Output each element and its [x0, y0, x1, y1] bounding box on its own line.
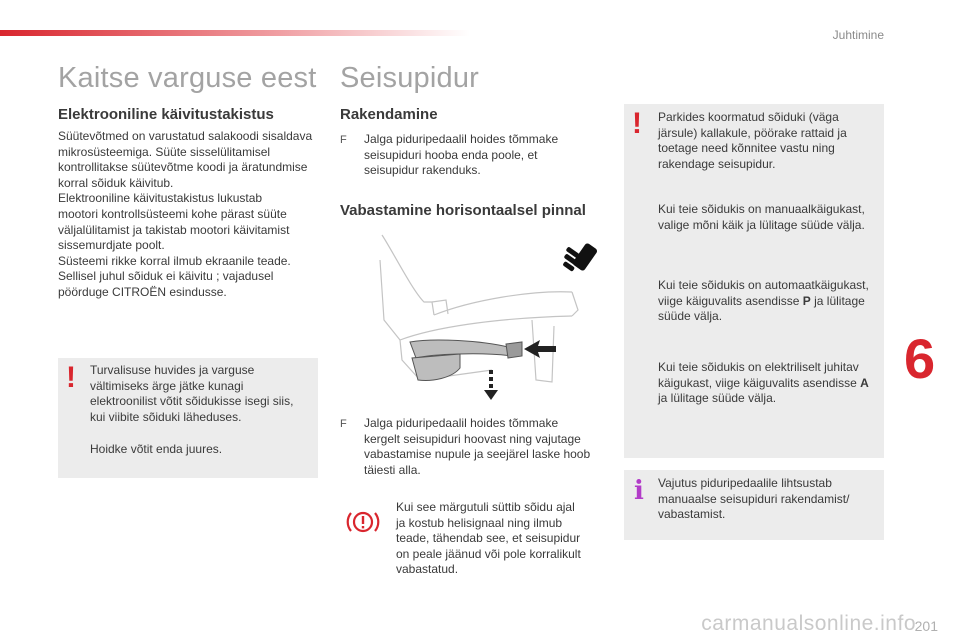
- subtitle-release: Vabastamine horisontaalsel pinnal: [340, 202, 586, 219]
- warning-box-key: [58, 358, 318, 478]
- electric-gearbox-text: Kui teie sõidukis on elektriliselt juhitav käigukast, viige käiguvalits asendisse A ja lülitage süüde välja.: [658, 360, 869, 406]
- warning-key-extra: Hoidke võtit enda juures.: [90, 442, 223, 456]
- subtitle-apply: Rakendamine: [340, 106, 438, 123]
- info-box: [624, 470, 884, 540]
- section-title: Juhtimine: [832, 28, 884, 42]
- header-accent-bar: [0, 30, 470, 36]
- info-text: Vajutus piduripedaalile lihtsustab manuaalse seisupiduri rakendamist/ vabastamist.: [658, 476, 850, 522]
- hand-pull-icon: [560, 240, 598, 274]
- parking-slope-text: Parkides koormatud sõiduki (väga järsule) kallakule, pöörake rattaid ja toetage need kõnnitee vastu ning rakendage seisupidur.: [658, 110, 847, 171]
- chapter-number: 6: [904, 327, 936, 390]
- bullet-marker-2: F: [340, 418, 347, 430]
- release-text: Jalga piduripedaalil hoides tõmmake kergelt seisupiduri hoovast ning vajutage vabastamise nupule ja seejärel laske hoob täiesti alla.: [364, 416, 591, 477]
- warning-key-text: Turvalisuse huvides ja varguse vältimiseks ärge jätke kunagi elektroonilist võtit sõidukisse isegi siis, kui viibite sõiduki läheduses.: [90, 363, 294, 424]
- manual-gearbox-text: Kui teie sõidukis on manuaalkäigukast, valige mõni käik ja lülitage süüde välja.: [658, 202, 865, 232]
- bullet-marker: F: [340, 134, 347, 146]
- watermark: carmanualsonline.info: [701, 612, 916, 635]
- page-title-middle: Seisupidur: [340, 62, 480, 94]
- page-title-left: Kaitse varguse eest: [58, 62, 317, 94]
- subtitle-immobiliser: Elektrooniline käivitustakistus: [58, 106, 274, 123]
- apply-text: Jalga piduripedaalil hoides tõmmake seisupiduri hooba enda poole, et seisupidur rakenduks.: [364, 132, 559, 178]
- page-number: 201: [914, 618, 938, 634]
- immobiliser-text: Süütevõtmed on varustatud salakoodi sisaldava mikrosüsteemiga. Süüte sisselülitamisel kontrollitakse süütevõtme koodi ja äratundmise korral sõiduk käivitub. Elektrooniline käivitustakistus lukustab mootori kontrollsüsteemi kohe pärast süüte väljalülitamist ja takistab mootori käivitamist sissemurdjate poolt. Süsteemi rikke korral ilmub ekraanile teade. Sellisel juhul sõiduk ei käivitu ; vajadusel pöörduge CITROËN esindusse.: [58, 129, 313, 299]
- warning-icon: !: [632, 107, 642, 140]
- brake-alert-text: Kui see märgutuli süttib sõidu ajal ja kostub helisignaal ning ilmub teade, tähendab see, et seisupidur on peale jäänud või pole korralikult vabastatud.: [396, 500, 581, 577]
- warning-box-parking: [624, 104, 884, 458]
- brake-warning-lamp-icon: [346, 508, 380, 536]
- info-icon: i: [634, 476, 644, 506]
- automatic-gearbox-text: Kui teie sõidukis on automaatkäigukast, viige käiguvalits asendisse P ja lülitage süüde välja.: [658, 278, 869, 324]
- warning-icon: !: [66, 361, 76, 394]
